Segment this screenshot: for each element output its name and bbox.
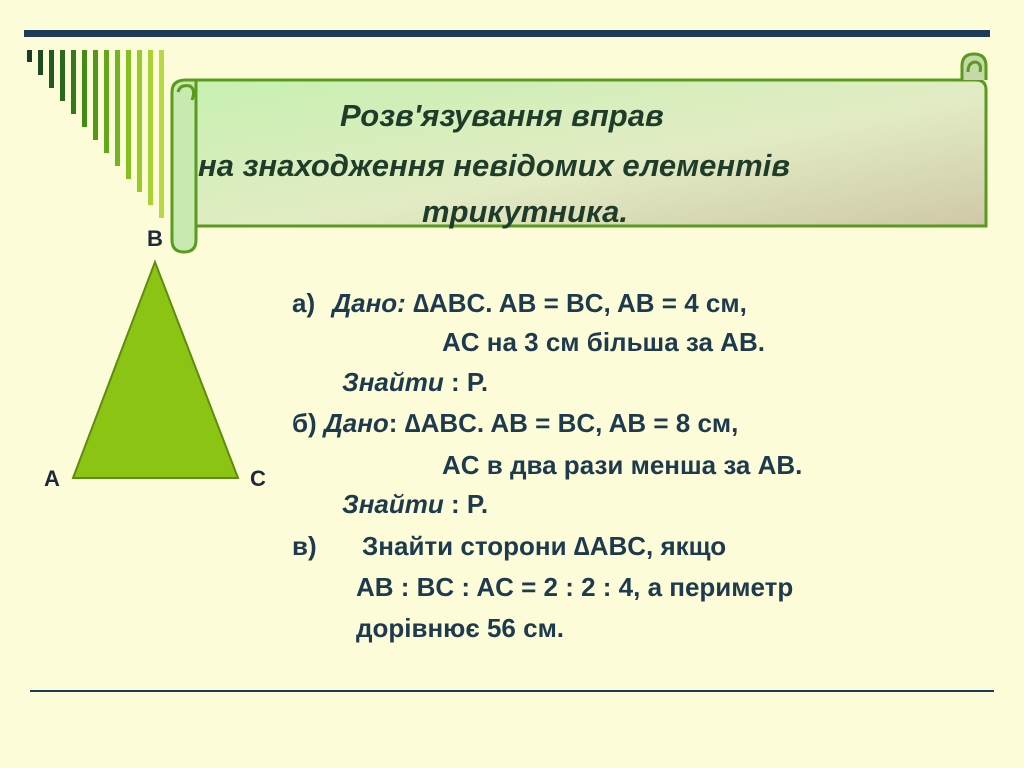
task-a-given-line [292, 288, 747, 319]
task-c-line-3: дорівнює 56 см. [356, 613, 565, 643]
title-line-3: трикутника. [422, 194, 628, 229]
vertex-label-b: B [147, 226, 163, 251]
task-c-line-1: Знайти сторони ∆ABC, якщо [362, 531, 727, 561]
task-a-marker: а) [292, 288, 316, 318]
title-line-2: на знаходження невідомих елементів [198, 148, 790, 183]
task-b-find-word: Знайти [342, 489, 444, 519]
task-a-continuation: AC на 3 см більша за AB. [442, 327, 765, 357]
title-line-1: Розв'язування вправ [340, 98, 664, 133]
task-b-continuation: AC в два рази менша за AB. [442, 450, 803, 480]
task-b-marker: б) [292, 408, 317, 438]
task-c-marker: в) [292, 531, 317, 561]
task-a-find-rest: : P. [443, 367, 489, 397]
task-b-find-rest: : P. [443, 489, 489, 519]
bottom-divider [30, 690, 994, 692]
task-a-find-word: Знайти [342, 367, 444, 397]
task-b-given-line [292, 408, 738, 439]
vertex-label-a: A [44, 466, 60, 491]
task-b-given-word: Дано [323, 408, 389, 438]
task-b-find-line [342, 489, 488, 520]
task-a-given-rest: ∆ABC. AB = BC, AB = 4 см, [405, 288, 747, 318]
triangle-abc [73, 262, 238, 478]
task-a-find-line [342, 367, 488, 398]
vertex-label-c: C [250, 466, 266, 491]
task-c-line-2: AB : BC : AC = 2 : 2 : 4, а периметр [356, 572, 794, 602]
task-b-given-rest: : ∆ABC. AB = BC, AB = 8 см, [388, 408, 739, 438]
task-a-given-word: Дано: [332, 288, 406, 318]
